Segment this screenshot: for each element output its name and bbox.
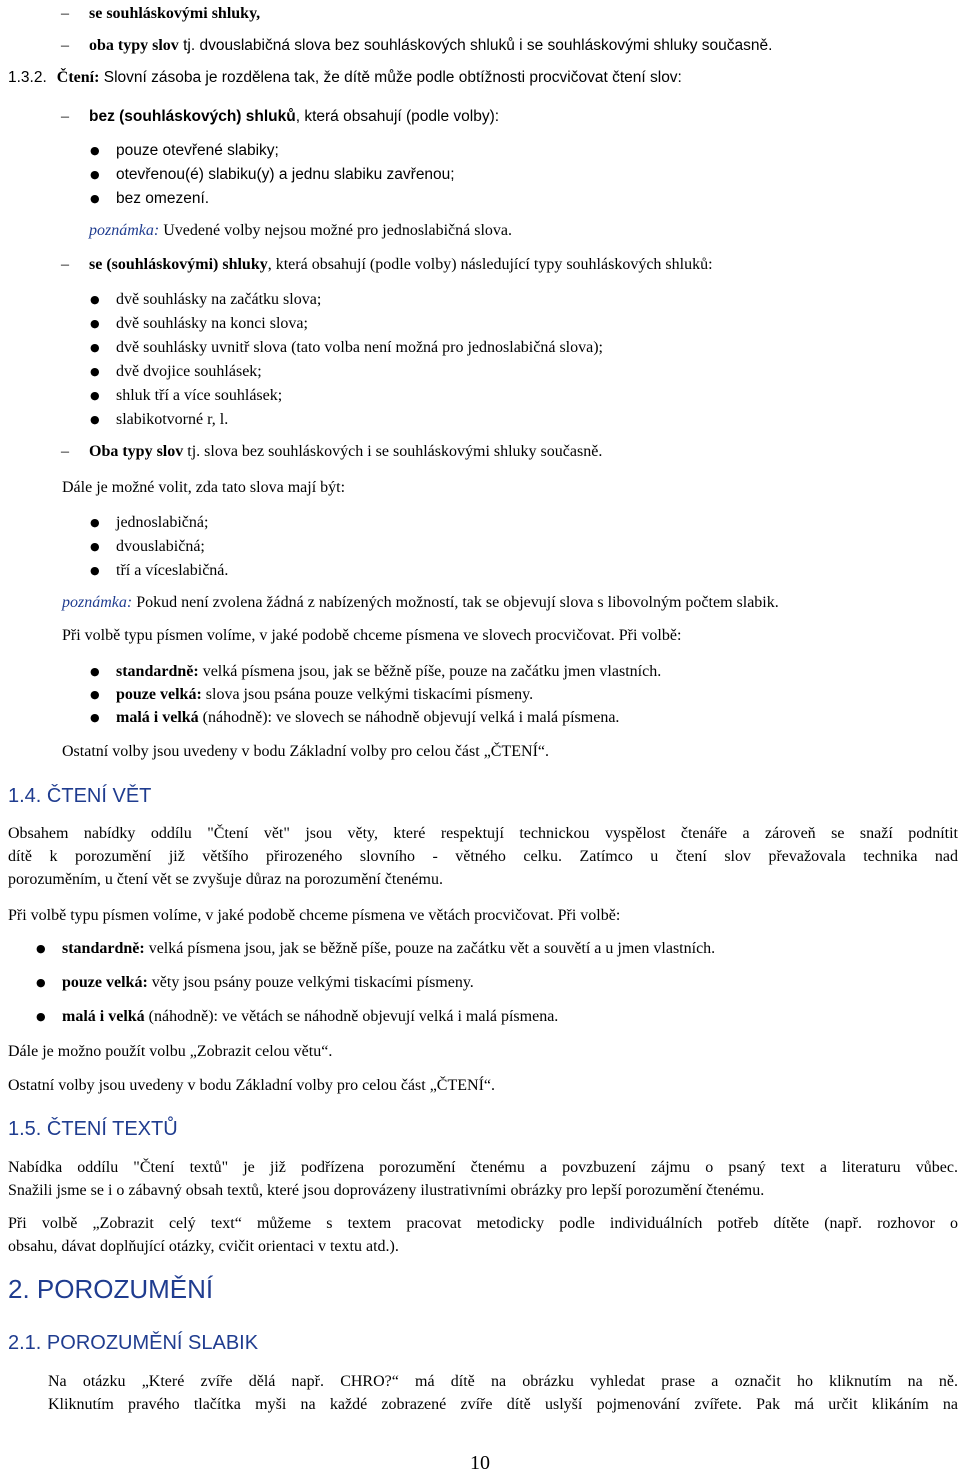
note-text: Uvedené volby nejsou možné pro jednoslabičná slova. (159, 222, 513, 239)
bullet-text: věty jsou psány pouze velkými tiskacími písmeny. (147, 974, 474, 991)
section-heading: 2.1. POROZUMĚNÍ SLABIK (8, 1332, 259, 1354)
paragraph: Dále je možné volit, zda tato slova mají být: (62, 479, 346, 496)
bullet-item (90, 360, 262, 383)
paragraph-line: dítě k porozumění již většího přirozeného slovního - větného celku. Zatímco u čtení slov převažovala technika nad (8, 848, 958, 865)
paragraph-line: Nabídka oddílu "Čtení textů" je již podřízena porozumění čtenému a povzbuzení zájmu o psaný text a literaturu vůbec. (8, 1159, 958, 1176)
list-item-bold: oba typy slov (89, 37, 179, 54)
bullet-item (90, 384, 283, 407)
bullet-text: dvě souhlásky uvnitř slova (tato volba není možná pro jednoslabičná slova); (116, 339, 603, 356)
list-item (61, 105, 500, 128)
list-item (61, 440, 603, 463)
bullet-item (90, 559, 229, 582)
bullet-text: velká písmena jsou, jak se běžně píše, pouze na začátku vět a souvětí a u jmen vlastních. (144, 940, 716, 957)
bullet-text: (náhodně): ve větách se náhodně objevují velká i malá písmena. (144, 1008, 559, 1025)
section-132-line (8, 66, 682, 89)
bullet-text: otevřenou(é) slabiku(y) a jednu slabiku zavřenou; (116, 166, 455, 183)
bullet-item (90, 187, 210, 210)
list-item-text: tj. dvouslabičná slova bez souhláskových shluků i se souhláskovými shluky současně. (178, 37, 773, 54)
bullet-bold: malá i velká (116, 709, 199, 726)
dash-marker: – (61, 37, 69, 54)
list-item (61, 2, 261, 25)
paragraph-line: obsahu, dávat doplňující otázky, cvičit orientaci v textu atd.). (8, 1238, 399, 1255)
bullet-item (90, 163, 455, 186)
bullet-text: pouze otevřené slabiky; (116, 142, 279, 159)
bullet-bold: standardně: (62, 940, 145, 957)
bullet-marker: ● (36, 942, 46, 955)
bullet-marker: ● (90, 389, 100, 402)
list-item-text: , která obsahují (podle volby) následující typy souhláskových shluků: (267, 256, 713, 273)
paragraph-line: porozuměním, u čtení vět se zvyšuje důraz na porozumění čtenému. (8, 871, 443, 888)
bullet-item (36, 971, 474, 994)
dash-marker: – (61, 256, 69, 273)
list-item (61, 34, 773, 57)
note-label: poznámka: (62, 594, 133, 611)
bullet-marker: ● (90, 665, 100, 678)
bullet-item (90, 535, 205, 558)
paragraph: Dále je možno použít volbu „Zobrazit celou větu“. (8, 1043, 333, 1060)
bullet-item (90, 288, 322, 311)
list-item-text: , která obsahují (podle volby): (295, 108, 500, 125)
dash-marker: – (61, 443, 69, 460)
bullet-marker: ● (90, 341, 100, 354)
bullet-text: (náhodně): ve slovech se náhodně objevují velká i malá písmena. (198, 709, 620, 726)
bullet-text: jednoslabičná; (116, 514, 209, 531)
note-text: Pokud není zvolena žádná z nabízených možností, tak se objevují slova s libovolným počtem slabik. (132, 594, 779, 611)
bullet-item (90, 660, 662, 683)
bullet-text: dvě dvojice souhlásek; (116, 363, 262, 380)
bullet-text: dvouslabičná; (116, 538, 205, 555)
note (89, 219, 512, 242)
bullet-marker: ● (90, 293, 100, 306)
bullet-text: bez omezení. (116, 190, 210, 207)
bullet-bold: standardně: (116, 663, 199, 680)
bullet-marker: ● (90, 168, 100, 181)
bullet-text: velká písmena jsou, jak se běžně píše, pouze na začátku jmen vlastních. (198, 663, 662, 680)
section-number: 1.3.2. (8, 69, 47, 86)
paragraph: Při volbě typu písmen volíme, v jaké podobě chceme písmena ve slovech procvičovat. Při volbě: (62, 627, 682, 644)
bullet-item (90, 683, 534, 706)
bullet-marker: ● (90, 317, 100, 330)
bullet-text: tří a víceslabičná. (116, 562, 229, 579)
paragraph: Ostatní volby jsou uvedeny v bodu Základní volby pro celou část „ČTENÍ“. (62, 743, 550, 760)
paragraph: Ostatní volby jsou uvedeny v bodu Základní volby pro celou část „ČTENÍ“. (8, 1077, 496, 1094)
bullet-item (90, 511, 209, 534)
bullet-bold: pouze velká: (62, 974, 148, 991)
page-number: 10 (470, 1452, 490, 1474)
bullet-bold: pouze velká: (116, 686, 202, 703)
bullet-marker: ● (90, 144, 100, 157)
list-item-bold: se souhláskovými shluky, (89, 5, 261, 22)
paragraph: Při volbě typu písmen volíme, v jaké podobě chceme písmena ve větách procvičovat. Při volbě: (8, 907, 621, 924)
paragraph-line: Snažili jsme se i o zábavný obsah textů, které jsou doprovázeny ilustrativními obrázky pro lepší porozumění čtenému. (8, 1182, 765, 1199)
paragraph-line: Kliknutím pravého tlačítka myši na každé zobrazené zvíře dítě uslyší pojmenování zvířete. Pak má určit klikáním na (48, 1396, 958, 1413)
note-label: poznámka: (89, 222, 160, 239)
paragraph-line: Na otázku „Které zvíře dělá např. CHRO?“ má dítě na obrázku vyhledat prase a označit ho kliknutím na ně. (48, 1373, 958, 1390)
list-item-bold: Oba typy slov (89, 443, 184, 460)
section-text: Slovní zásoba je rozdělena tak, že dítě může podle obtížnosti procvičovat čtení slov: (99, 69, 682, 86)
list-item-bold: se (souhláskovými) shluky (89, 256, 268, 273)
note (62, 591, 779, 614)
bullet-marker: ● (90, 711, 100, 724)
bullet-item (90, 408, 229, 431)
bullet-item (90, 706, 620, 729)
bullet-marker: ● (90, 516, 100, 529)
bullet-item (36, 1005, 559, 1028)
bullet-item (36, 937, 716, 960)
bullet-marker: ● (90, 365, 100, 378)
dash-marker: – (61, 108, 69, 125)
section-heading: 1.4. ČTENÍ VĚT (8, 785, 152, 807)
bullet-text: slova jsou psána pouze velkými tiskacími písmeny. (201, 686, 534, 703)
section-label: Čtení: (56, 69, 100, 86)
dash-marker: – (61, 5, 69, 22)
bullet-item (90, 336, 603, 359)
chapter-heading: 2. POROZUMĚNÍ (8, 1274, 214, 1304)
bullet-text: slabikotvorné r, l. (116, 411, 229, 428)
bullet-marker: ● (90, 688, 100, 701)
list-item (61, 253, 713, 276)
bullet-text: dvě souhlásky na konci slova; (116, 315, 308, 332)
bullet-marker: ● (90, 413, 100, 426)
bullet-bold: malá i velká (62, 1008, 145, 1025)
bullet-marker: ● (36, 976, 46, 989)
bullet-marker: ● (36, 1010, 46, 1023)
list-item-bold: bez (souhláskových) shluků (89, 108, 296, 125)
list-item-text: tj. slova bez souhláskových i se souhláskovými shluky současně. (183, 443, 603, 460)
paragraph-line: Při volbě „Zobrazit celý text“ můžeme s textem pracovat metodicky podle individuálních potřeb dítěte (např. rozhovor o (8, 1215, 958, 1232)
bullet-marker: ● (90, 192, 100, 205)
bullet-item (90, 139, 279, 162)
bullet-text: shluk tří a více souhlásek; (116, 387, 283, 404)
bullet-item (90, 312, 308, 335)
bullet-marker: ● (90, 564, 100, 577)
bullet-text: dvě souhlásky na začátku slova; (116, 291, 322, 308)
section-heading: 1.5. ČTENÍ TEXTŮ (8, 1118, 178, 1140)
bullet-marker: ● (90, 540, 100, 553)
paragraph-line: Obsahem nabídky oddílu "Čtení vět" jsou věty, které respektují technickou vyspělost čtenáře a zároveň se snaží podnítit (8, 825, 958, 842)
